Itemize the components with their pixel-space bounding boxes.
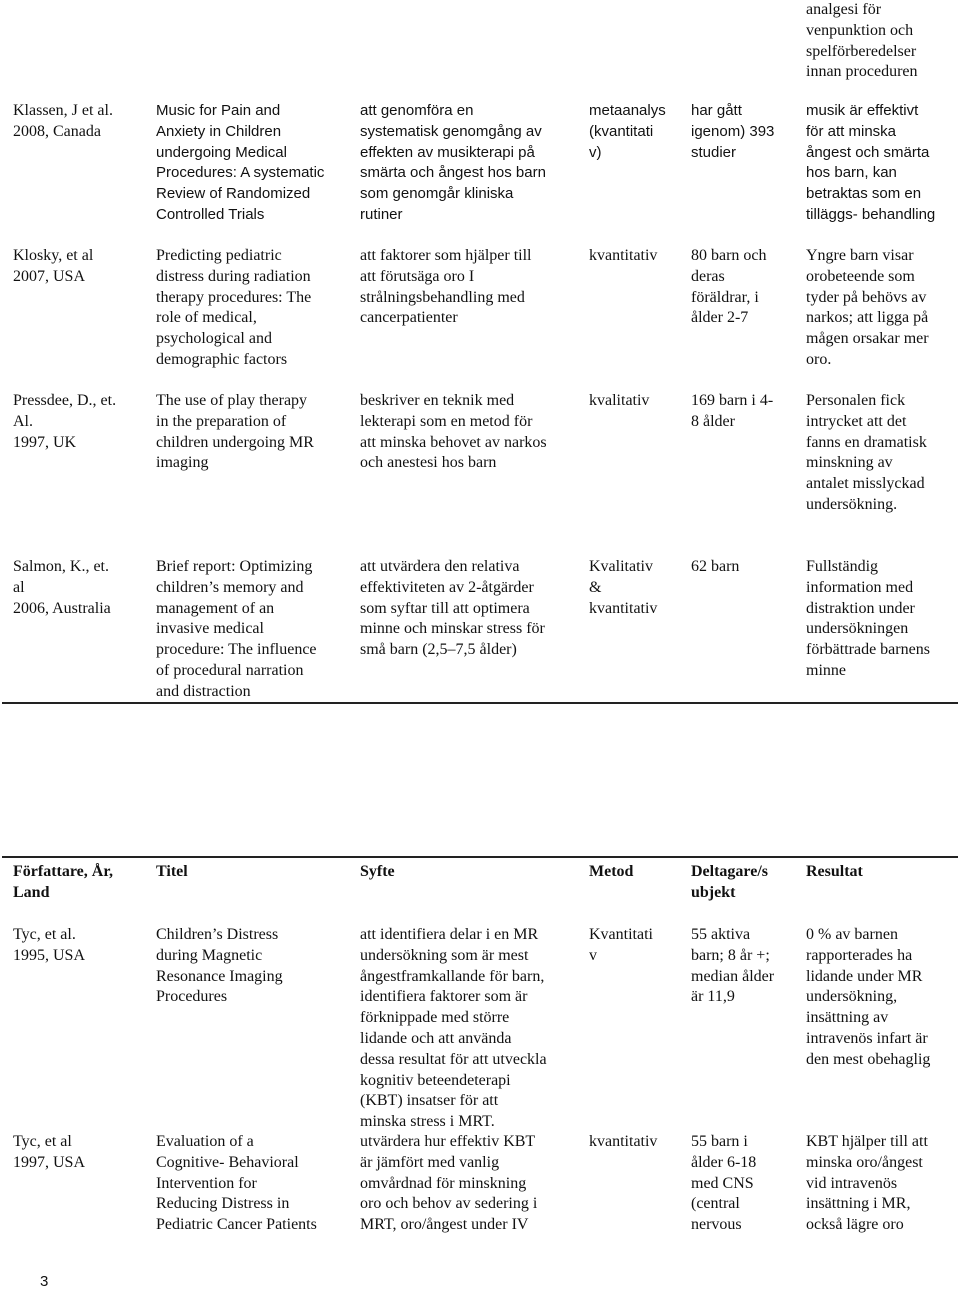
author-cell: Tyc, et al 1997, USA [13,1133,86,1171]
purpose-cell: att genomföra en systematisk genomgång av effekten av musikterapi på smärta och ångest hos barn som genomgår kliniska rutiner [360,102,546,223]
author-cell: Pressdee, D., et. Al. 1997, UK [13,392,117,451]
header-author: Författare, År, Land [13,863,113,901]
participants-cell: har gått igenom) 393 studier [691,102,775,161]
purpose-cell: att utvärdera den relativa effektiviteten av 2-åtgärder som syftar till att optimera minne och minskar stress för små barn (2,5–7,5 ålder) [360,558,545,659]
page-number: 3 [40,1273,49,1290]
author-cell: Salmon, K., et. al 2006, Australia [13,558,111,617]
title-cell: Predicting pediatric distress during radiation therapy procedures: The role of medical, psychological and demographic factors [156,247,312,368]
participants-cell: 55 barn i ålder 6-18 med CNS (central nervous [691,1133,757,1234]
participants-cell: 55 aktiva barn; 8 år +; median ålder är 11,9 [691,926,775,1006]
result-cell: KBT hjälper till att minska oro/ångest vid intravenös insättning i MR, också lägre oro [806,1133,928,1234]
title-cell: Evaluation of a Cognitive- Behavioral Intervention for Reducing Distress in Pediatric Cancer Patients [156,1133,317,1234]
result-cell: musik är effektivt för att minska ångest och smärta hos barn, kan betraktas som en tilläggs- behandling [806,102,936,223]
purpose-cell: beskriver en teknik med lekterapi som en metod för att minska behovet av narkos och anestesi hos barn [360,392,547,472]
header-method: Metod [589,863,634,880]
header-purpose: Syfte [360,863,395,880]
author-cell: Klosky, et al 2007, USA [13,247,94,285]
title-cell: The use of play therapy in the preparation of children undergoing MR imaging [156,392,314,472]
author-cell: Klassen, J et al. 2008, Canada [13,102,113,140]
result-cell: analgesi för venpunktion och spelförberedelser innan proceduren [806,1,918,81]
method-cell: kvalitativ [589,392,650,409]
result-cell: Yngre barn visar orobeteende som tyder på behövs av narkos; att ligga på mågen orsakar mer oro. [806,247,929,368]
title-cell: Children’s Distress during Magnetic Resonance Imaging Procedures [156,926,283,1006]
purpose-cell: att identifiera delar i en MR undersökning som är mest ångestframkallande för barn, identifiera faktorer som är förknippade med större lidande och att använda dessa resultat för att utveckla kognitiv beteendeterapi (KBT) insatser för att minska stress i MRT. [360,926,547,1131]
header-participants: Deltagare/s ubjekt [691,863,769,901]
header-result: Resultat [806,863,863,880]
result-cell: Fullständig information med distraktion under undersökningen förbättrade barnens minne [806,558,930,679]
result-cell: 0 % av barnen rapporterades ha lidande under MR undersökning, insättning av intravenös infart är den mest obehaglig [806,926,931,1068]
method-cell: Kvantitati v [589,926,653,964]
title-cell: Music for Pain and Anxiety in Children undergoing Medical Procedures: A systematic Review of Randomized Controlled Trials [156,102,325,223]
purpose-cell: utvärdera hur effektiv KBT är jämfört med vanlig omvårdnad för minskning oro och behov av sedering i MRT, oro/ångest under IV [360,1133,538,1234]
title-cell: Brief report: Optimizing children’s memory and management of an invasive medical procedure: The influence of procedural narration and distraction [156,558,317,700]
method-cell: kvantitativ [589,247,658,264]
participants-cell: 62 barn [691,558,740,575]
method-cell: metaanalys (kvantitati v) [589,102,666,161]
result-cell: Personalen fick intrycket att det fanns en dramatisk minskning av antalet misslyckad undersökning. [806,392,927,513]
participants-cell: 169 barn i 4- 8 ålder [691,392,774,430]
header-title: Titel [156,863,188,880]
table-header-top-rule [2,856,958,858]
author-cell: Tyc, et al. 1995, USA [13,926,86,964]
method-cell: Kvalitativ & kvantitativ [589,558,658,617]
purpose-cell: att faktorer som hjälper till att förutsäga oro I strålningsbehandling med cancerpatienter [360,247,532,327]
method-cell: kvantitativ [589,1133,658,1150]
participants-cell: 80 barn och deras föräldrar, i ålder 2-7 [691,247,767,327]
table-bottom-rule [2,702,958,704]
